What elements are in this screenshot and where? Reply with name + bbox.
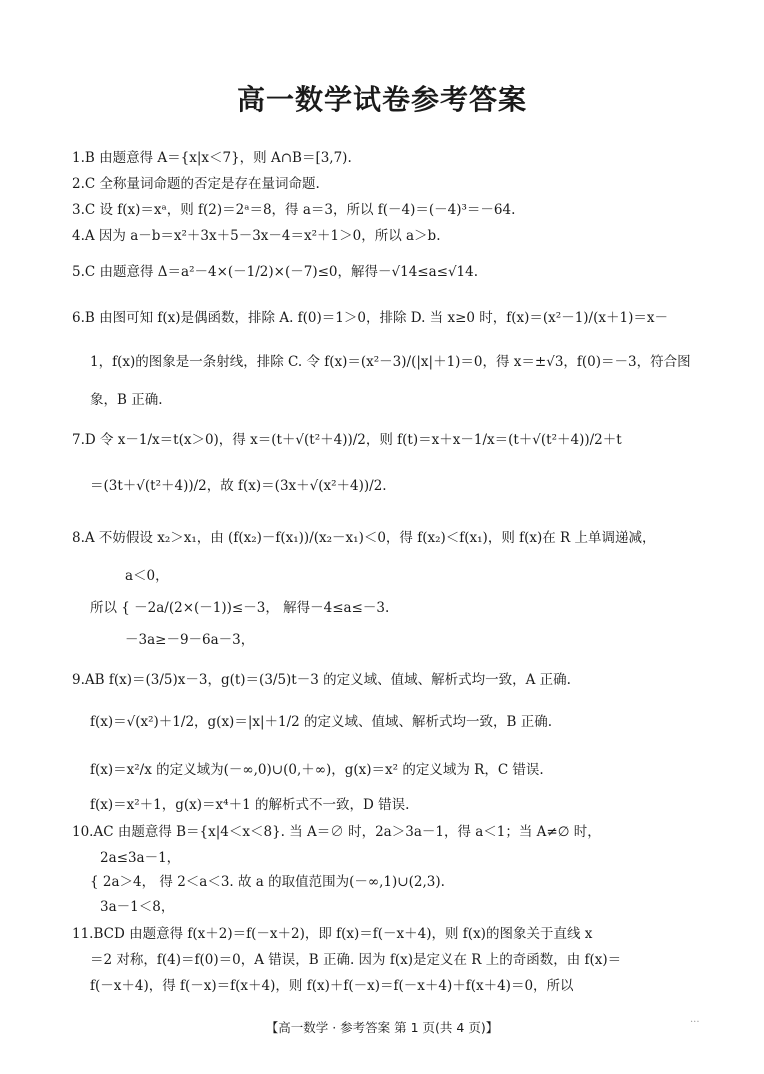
answer-line: 10.AC 由题意得 B＝{x|4＜x＜8}. 当 A＝∅ 时，2a＞3a－1，得 a＜1；当 A≠∅ 时， [72, 824, 601, 840]
answer-line: f(x)＝√(x²)＋1/2，g(x)＝|x|＋1/2 的定义域、值域、解析式均一致，B 正确. [90, 714, 553, 730]
system-line: 3a－1＜8， [100, 899, 175, 915]
answer-line: 2.C 全称量词命题的否定是存在量词命题. [72, 176, 320, 192]
answer-line: 9.AB f(x)＝(3/5)x－3，g(t)＝(3/5)t－3 的定义域、值域、解析式均一致，A 正确. [72, 672, 571, 688]
system-line: 所以 { －2a/(2×(－1))≤－3， 解得－4≤a≤－3. [90, 600, 390, 616]
system-line: { 2a＞4， 得 2＜a＜3. 故 a 的取值范围为(－∞,1)∪(2,3). [90, 874, 445, 890]
answer-line: 1.B 由题意得 A＝{x|x＜7}，则 A∩B＝[3,7). [72, 150, 352, 166]
corner-mark: ... [690, 1014, 700, 1025]
answer-line: 5.C 由题意得 Δ＝a²－4×(－1/2)×(－7)≤0，解得－√14≤a≤√14. [72, 264, 479, 280]
page-title: 高一数学试卷参考答案 [236, 83, 527, 116]
answer-line: 1，f(x)的图象是一条射线，排除 C. 令 f(x)＝(x²－3)/(|x|＋1)＝0，得 x＝±√3，f(0)＝－3，符合图 [90, 354, 691, 370]
answer-line: 象，B 正确. [90, 392, 163, 408]
answer-line: 11.BCD 由题意得 f(x＋2)＝f(－x＋2)，即 f(x)＝f(－x＋4)，则 f(x)的图象关于直线 x [72, 926, 593, 942]
answer-line: 6.B 由图可知 f(x)是偶函数，排除 A. f(0)＝1＞0，排除 D. 当 x≥0 时，f(x)＝(x²－1)/(x＋1)＝x－ [72, 310, 668, 326]
answer-line: 8.A 不妨假设 x₂＞x₁，由 (f(x₂)－f(x₁))/(x₂－x₁)＜0，得 f(x₂)＜f(x₁)，则 f(x)在 R 上单调递减， [72, 530, 656, 546]
answer-line: 4.A 因为 a－b＝x²＋3x＋5－3x－4＝x²＋1＞0，所以 a＞b. [72, 228, 441, 244]
page-footer: 【高一数学 · 参考答案 第 1 页(共 4 页)】 [265, 1020, 499, 1035]
answer-line: ＝(3t＋√(t²＋4))/2，故 f(x)＝(3x＋√(x²＋4))/2. [90, 478, 387, 494]
system-line: a＜0， [125, 568, 169, 584]
answer-line: 3.C 设 f(x)＝xᵃ，则 f(2)＝2ᵃ＝8，得 a＝3，所以 f(－4)＝(－4)³＝－64. [72, 202, 516, 218]
answer-line: 7.D 令 x－1/x＝t(x＞0)，得 x＝(t＋√(t²＋4))/2，则 f(t)＝x＋x－1/x＝(t＋√(t²＋4))/2＋t [72, 432, 622, 448]
answer-line: f(x)＝x²/x 的定义域为(－∞,0)∪(0,＋∞)，g(x)＝x² 的定义域为 R，C 错误. [90, 762, 544, 778]
answer-line: f(－x＋4)，得 f(－x)＝f(x＋4)，则 f(x)＋f(－x)＝f(－x＋4)＋f(x＋4)＝0，所以 [90, 978, 574, 994]
answer-line: f(x)＝x²＋1，g(x)＝x⁴＋1 的解析式不一致，D 错误. [90, 797, 410, 813]
system-line: 2a≤3a－1， [100, 850, 181, 866]
system-line: －3a≥－9－6a－3， [125, 632, 255, 648]
answer-line: ＝2 对称，f(4)＝f(0)＝0，A 错误，B 正确. 因为 f(x)是定义在 R 上的奇函数，由 f(x)＝ [90, 952, 622, 968]
